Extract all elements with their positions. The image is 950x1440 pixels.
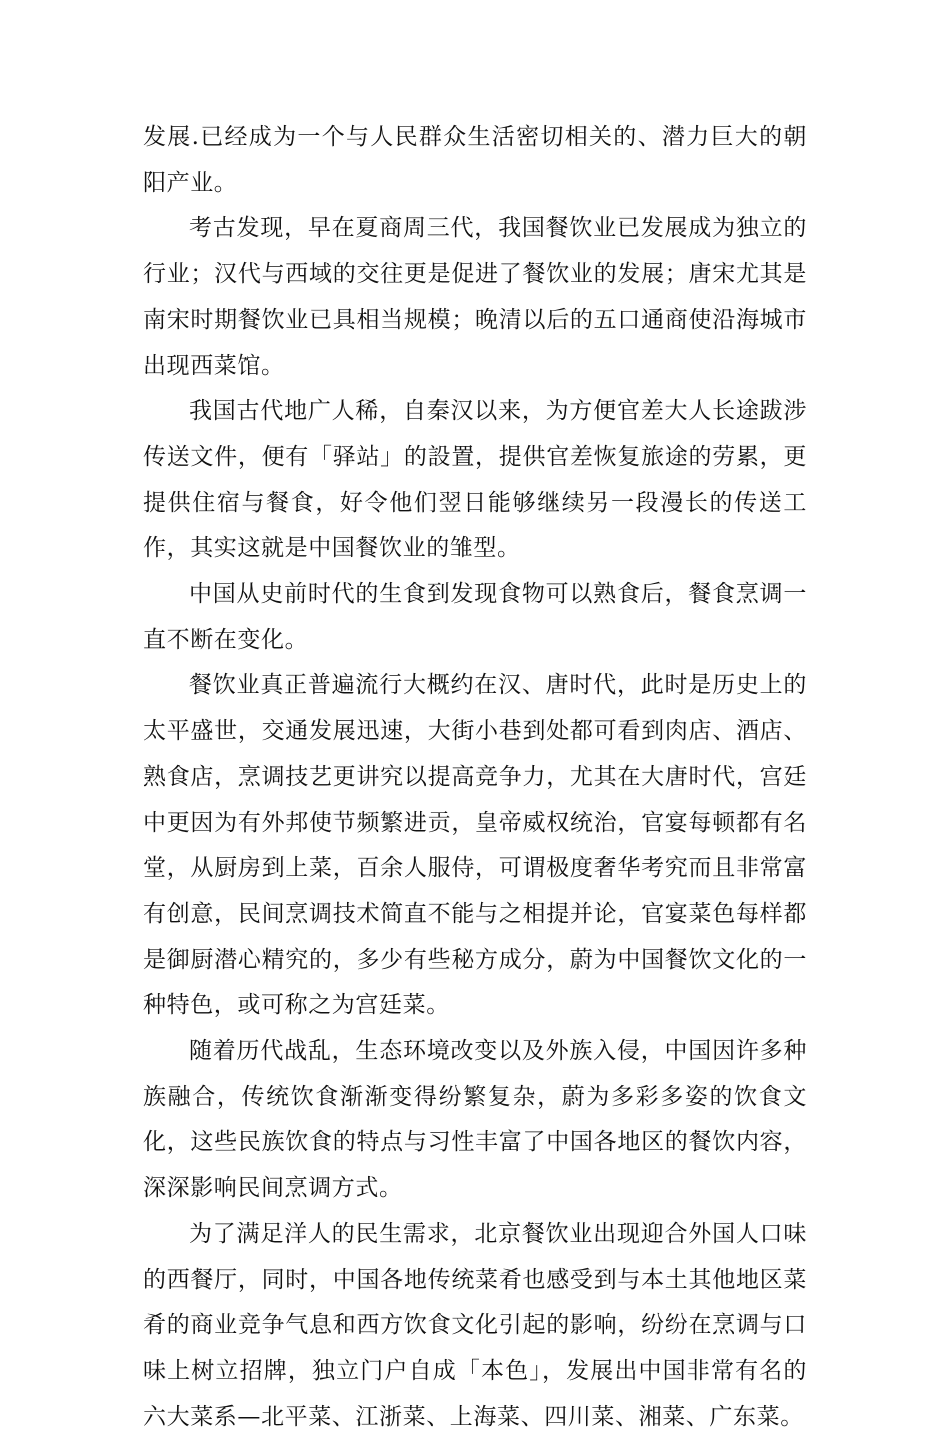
body-text [143, 115, 807, 1440]
paragraph-six-cuisines: 为了满足洋人的民生需求，北京餐饮业出现迎合外国人口味的西餐厅，同时，中国各地传统菜肴也感受到与本土其他地区菜肴的商业竞争气息和西方饮食文化引起的影响，纷纷在烹调与口味上树立招牌，独立门户自成「本色」，发展出中国非常有名的六大菜系—北平菜、江浙菜、上海菜、四川菜、湘菜、广东菜。 [143, 1220, 807, 1430]
paragraph-ethnic-fusion: 随着历代战乱，生态环境改变以及外族入侵，中国因许多种族融合，传统饮食渐渐变得纷繁复杂，蔚为多彩多姿的饮食文化，这些民族饮食的特点与习性丰富了中国各地区的餐饮内容，深深影响民间烹调方式。 [143, 1038, 807, 1202]
paragraph-continuation: 发展.已经成为一个与人民群众生活密切相关的、潜力巨大的朝阳产业。 [143, 124, 807, 196]
paragraph-prehistory: 中国从史前时代的生食到发现食物可以熟食后，餐食烹调一直不断在变化。 [143, 581, 807, 653]
paragraph-archaeology: 考古发现，早在夏商周三代，我国餐饮业已发展成为独立的行业；汉代与西域的交往更是促进了餐饮业的发展；唐宋尤其是南宋时期餐饮业已具相当规模；晚清以后的五口通商使沿海城市出现西菜馆。 [143, 215, 807, 379]
paragraph-han-tang: 餐饮业真正普遍流行大概约在汉、唐时代，此时是历史上的太平盛世，交通发展迅速，大街小巷到处都可看到肉店、酒店、熟食店，烹调技艺更讲究以提高竞争力，尤其在大唐时代，宫廷中更因为有外邦使节频繁进贡，皇帝威权统治，官宴每顿都有名堂，从厨房到上菜，百余人服侍，可谓极度奢华考究而且非常富有创意，民间烹调技术简直不能与之相提并论，官宴菜色每样都是御厨潜心精究的，多少有些秘方成分，蔚为中国餐饮文化的一种特色，或可称之为宫廷菜。 [143, 672, 807, 1019]
paragraph-post-stations: 我国古代地广人稀，自秦汉以来，为方便官差大人长途跋涉传送文件，便有「驿站」的設置，提供官差恢复旅途的劳累，更提供住宿与餐食，好令他们翌日能够继续另一段漫长的传送工作，其实这就是中国餐饮业的雏型。 [143, 398, 807, 562]
